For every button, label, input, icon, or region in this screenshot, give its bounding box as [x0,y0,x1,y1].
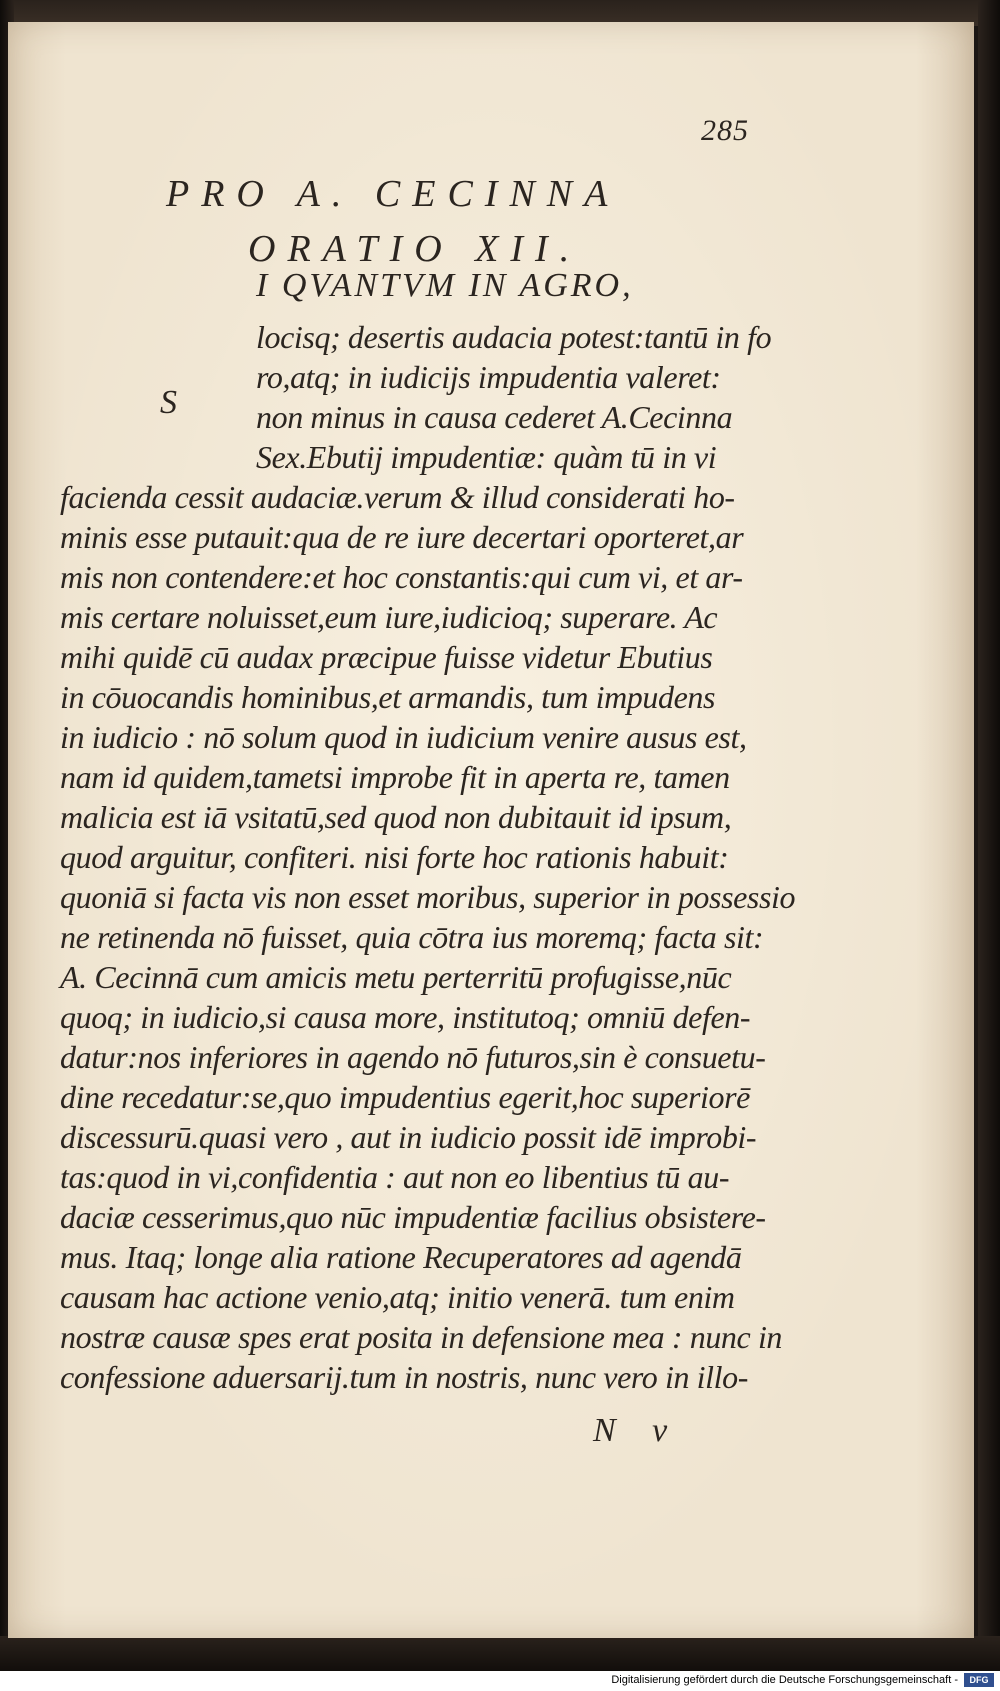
text-line: nostræ causæ spes erat posita in defensione mea : nunc in [60,1319,783,1355]
text-line: quoniā si facta vis non esset moribus, superior in possessio [60,879,796,915]
text-line: daciæ cesserimus,quo nūc impudentiæ facilius obsistere- [60,1199,766,1235]
page-number: 285 [701,114,749,147]
text-line: in iudicio : nō solum quod in iudicium venire ausus est, [60,719,747,755]
text-line: datur:nos inferiores in agendo nō futuros,sin è consuetu- [60,1039,766,1075]
text-line: discessurū.quasi vero , aut in iudicio possit idē improbi- [60,1119,757,1155]
text-line: Sex.Ebutij impudentiæ: quàm tū in vi [256,439,717,475]
text-line: A. Cecinnā cum amicis metu perterritū profugisse,nūc [60,959,732,995]
text-line: nam id quidem,tametsi improbe fit in aperta re, tamen [60,759,730,795]
text-line: ro,atq; in iudicijs impudentia valeret: [256,359,721,395]
text-line: I QVANTVM IN AGRO, [256,267,634,304]
dfg-logo: DFG [964,1673,994,1687]
text-line: locisq; desertis audacia potest:tantū in fo [256,319,772,355]
text-line: mihi quidē cū audax præcipue fuisse videtur Ebutius [60,639,713,675]
text-line: in cōuocandis hominibus,et armandis, tum impudens [60,679,716,715]
scan-border-bottom [0,1636,1000,1671]
oration-subtitle: ORATIO XII. [248,228,582,270]
text-line: tas:quod in vi,confidentia : aut non eo libentius tū au- [60,1159,730,1195]
book-page [8,22,974,1638]
text-line: facienda cessit audaciæ.verum & illud considerati ho- [60,479,735,515]
text-line: confessione aduersarij.tum in nostris, nunc vero in illo- [60,1359,748,1395]
catchword-signature: N v [593,1412,682,1449]
oration-title: PRO A. CECINNA [166,173,620,215]
text-line: quod arguitur, confiteri. nisi forte hoc rationis habuit: [60,839,729,875]
text-line: mis non contendere:et hoc constantis:qui cum vi, et ar- [60,559,743,595]
text-line: dine recedatur:se,quo impudentius egerit,hoc superiorē [60,1079,750,1115]
text-line: causam hac actione venio,atq; initio venerā. tum enim [60,1279,735,1315]
text-line: quoq; in iudicio,si causa more, institutoq; omniū defen- [60,999,751,1035]
digitization-credit: Digitalisierung gefördert durch die Deutsche Forschungsgemeinschaft - [611,1674,958,1686]
text-line: minis esse putauit:qua de re iure decertari oporteret,ar [60,519,744,555]
text-line: ne retinenda nō fuisset, quia cōtra ius moremq; facta sit: [60,919,764,955]
text-line: mis certare noluisset,eum iure,iudicioq; superare. Ac [60,599,718,635]
text-line: mus. Itaq; longe alia ratione Recuperatores ad agendā [60,1239,742,1275]
text-line: non minus in causa cederet A.Cecinna [256,399,733,435]
drop-initial: S [160,384,177,421]
text-line: malicia est iā vsitatū,sed quod non dubitauit id ipsum, [60,799,732,835]
